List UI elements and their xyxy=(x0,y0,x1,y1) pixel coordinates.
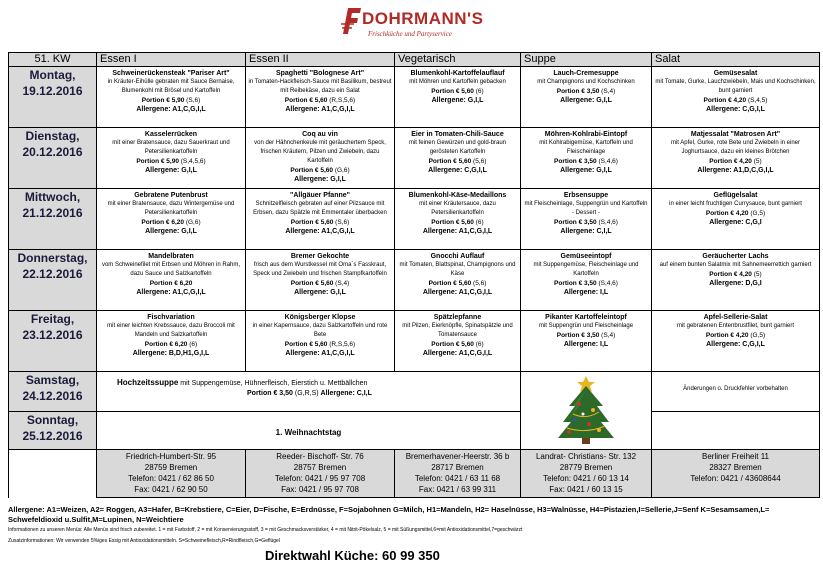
address-fax: Fax: 0421 / 62 90 50 xyxy=(134,485,208,494)
meal-cell xyxy=(652,189,820,250)
dish-description: mit einer leichten Krebssauce, dazu Broccoli mit Mandeln und Salzkartoffeln xyxy=(107,323,235,338)
dish-description: auf einem bunten Salatmix mit Sahnemeerrettich garniert xyxy=(659,262,812,268)
address-street: Reeder- Bischoff- Str. 76 xyxy=(276,452,364,461)
day-date: 22.12.2016 xyxy=(22,267,83,281)
dish-allergens: Allergene: A1,C,G,I,L xyxy=(136,289,206,296)
dish-price: Portion € 5,60 xyxy=(290,167,333,174)
day-name: Montag, xyxy=(29,68,76,82)
dish-name: Schweinerückensteak "Pariser Art" xyxy=(112,70,230,77)
meal-cell xyxy=(521,250,652,311)
dish-allergens: Allergene: G,I,L xyxy=(560,97,612,104)
dish-price: Portion € 3,50 xyxy=(247,390,293,397)
meal-cell xyxy=(395,250,521,311)
dish-description: mit Pilzen, Eierknöpfle, Spinatspätzle und Tomatensauce xyxy=(402,323,513,338)
day-date: 20.12.2016 xyxy=(22,145,83,159)
dish-name: Hochzeitssuppe xyxy=(117,378,179,387)
meal-cell xyxy=(652,250,820,311)
dish-price-line xyxy=(523,331,649,340)
dish-additives: (6) xyxy=(475,219,484,226)
dish-additives: (6) xyxy=(475,341,484,348)
dish-allergens: Allergene: D,G,I xyxy=(709,280,762,287)
address-fax: Fax: 0421 / 63 99 311 xyxy=(418,485,497,494)
dish-name: Blumenkohl-Kartoffelauflauf xyxy=(410,70,505,77)
dish-additives: (R,S,5,6) xyxy=(329,341,356,348)
dish-description: vom Schweinefilet mit Erbsen und Möhren in Rahm, dazu Sauce und Salzkartoffeln xyxy=(101,262,241,277)
address-fax: Fax: 0421 / 60 13 15 xyxy=(549,485,623,494)
dish-allergens: Allergene: C,G,I,L xyxy=(428,167,487,174)
dish-price-line xyxy=(523,157,649,166)
meal-cell xyxy=(97,311,246,372)
dish-price-line xyxy=(99,279,243,288)
dish-name: Blumenkohl-Käse-Medaillons xyxy=(408,192,507,199)
header-row xyxy=(9,53,820,67)
brand-logo xyxy=(340,6,500,46)
dish-allergens: Allergene: C,I,L xyxy=(320,390,372,397)
day-cell xyxy=(9,372,97,412)
sunday-row xyxy=(9,412,820,450)
dish-additives: (5) xyxy=(753,158,762,165)
dish-additives: (G,R,S) xyxy=(294,390,319,397)
meal-cell xyxy=(521,128,652,189)
dish-price-line xyxy=(99,340,243,349)
dish-name: Gemüsesalat xyxy=(713,70,758,77)
meal-cell xyxy=(246,67,395,128)
column-header: Essen II xyxy=(246,53,395,67)
meal-cell xyxy=(97,128,246,189)
dish-name: Spätzlepfanne xyxy=(433,314,482,321)
day-row xyxy=(9,67,820,128)
day-name: Mittwoch, xyxy=(24,190,81,204)
address-fax: Fax: 0421 / 95 97 708 xyxy=(281,485,359,494)
dish-additives: (S,4,5) xyxy=(747,97,768,104)
dish-additives: (S,6) xyxy=(335,219,350,226)
address-street: Bremerhavener-Heerstr. 36 b xyxy=(405,452,510,461)
dish-price: Portion € 5,60 xyxy=(431,219,474,226)
meat-info: Zusatzinformationen: Wir verwenden 5%iges Essig mit Antioxidationsmitteln. S=Schweinefleisch,R=Rindfleisch,G=Geflügel xyxy=(8,538,280,544)
column-header: Essen I xyxy=(97,53,246,67)
dish-allergens: Allergene: C,G,I,L xyxy=(706,341,765,348)
day-date: 23.12.2016 xyxy=(22,328,83,342)
day-cell xyxy=(9,67,97,128)
dish-name: Mandelbraten xyxy=(148,253,194,260)
brand-name: DOHRMANN'S xyxy=(362,9,484,28)
column-header: Suppe xyxy=(521,53,652,67)
dish-name: Matjessalat "Matrosen Art" xyxy=(690,131,781,138)
day-date: 19.12.2016 xyxy=(22,84,83,98)
meal-cell xyxy=(652,128,820,189)
dish-price-line xyxy=(523,87,649,96)
dish-additives: (S,4) xyxy=(335,280,350,287)
dish-name: Erbsensuppe xyxy=(563,192,609,199)
meal-cell xyxy=(652,311,820,372)
christmas-tree-icon xyxy=(555,374,617,446)
brand-tagline: Frischküche und Partyservice xyxy=(368,30,452,38)
address-street: Friedrich-Humbert-Str. 95 xyxy=(125,452,217,461)
dish-name: "Allgäuer Pfanne" xyxy=(290,192,350,199)
day-row xyxy=(9,250,820,311)
dish-price-line xyxy=(397,279,518,288)
dish-additives: (S,4,6) xyxy=(598,219,618,226)
meal-cell xyxy=(246,189,395,250)
meal-cell xyxy=(395,67,521,128)
dish-description: mit Champignons und Kochschinken xyxy=(537,79,635,85)
dish-name: Kasselerrücken xyxy=(144,131,198,138)
dish-price-line xyxy=(397,87,518,96)
day-row xyxy=(9,128,820,189)
dish-additives: (5,6) xyxy=(473,280,487,287)
address-phone: Telefon: 0421 / 43608644 xyxy=(690,474,781,483)
dish-allergens: Allergene: C,G,I xyxy=(709,219,762,226)
dish-price-line xyxy=(523,218,649,227)
dish-additives: (G,5) xyxy=(750,210,766,217)
dish-price: Portion € 5,60 xyxy=(284,341,328,348)
day-row xyxy=(9,189,820,250)
column-header: Salat xyxy=(652,53,820,67)
dish-price: Portion € 3,50 xyxy=(556,88,600,95)
day-date: 24.12.2016 xyxy=(22,389,83,403)
dish-description: mit einer Kräutersauce, dazu Petersilienkartoffeln xyxy=(419,201,496,216)
dish-price: Portion € 4,20 xyxy=(703,97,747,104)
dish-price: Portion € 4,20 xyxy=(705,210,749,217)
dish-allergens: Allergene: I,L xyxy=(563,341,609,348)
dish-additives: (5,6) xyxy=(473,158,487,165)
branch-address xyxy=(521,450,652,498)
dish-allergens: Allergene: B,D,H1,G,I,L xyxy=(132,350,210,357)
day-name: Donnerstag, xyxy=(17,251,88,265)
christmas-tree-cell xyxy=(521,372,652,450)
dish-price: Portion € 4,20 xyxy=(705,332,749,339)
day-date: 25.12.2016 xyxy=(22,429,83,443)
dish-description: mit Möhren und Kartoffeln gebacken xyxy=(409,79,506,85)
allergen-legend: Allergene: A1=Weizen, A2= Roggen, A3=Hafer, B=Krebstiere, C=Eier, D=Fische, E=Erdnüsse, F=Sojabohnen G=Milch, H1=Mandeln, H2= Haselnüsse, H3=Walnüsse, H4=Pistazien,I=Sellerie,J=Senf K=Sesamsamen,L= Schwefeldioxid u.Sulfit,M=Lupinen, N=Weichtiere xyxy=(8,505,770,524)
holiday-note: 1. Weihnachtstag xyxy=(97,412,521,450)
dish-name: Fischvariation xyxy=(147,314,195,321)
dish-price-line xyxy=(248,279,392,288)
dish-price-line xyxy=(248,218,392,227)
dish-name: Gemüseeintopf xyxy=(560,253,612,260)
dish-allergens: Allergene: C,I,L xyxy=(560,228,612,235)
change-note: Änderungen o. Druckfehler vorbehalten xyxy=(652,372,820,412)
dish-price: Portion € 5,60 xyxy=(290,280,334,287)
dish-name: Gnocchi Auflauf xyxy=(430,253,485,260)
dish-description: frisch aus dem Wurstkessel mit Oma´s Fasskraut, Speck und Zwiebeln und frischen Stampfkartoffeln xyxy=(253,262,387,277)
dish-price-line xyxy=(99,96,243,105)
day-row xyxy=(9,311,820,372)
dish-price: Portion € 3,50 xyxy=(554,158,597,165)
dish-description: in einer Kapernsauce, dazu Salzkartoffeln und rote Bete xyxy=(252,323,388,338)
dish-name: Geräucherter Lachs xyxy=(702,253,769,260)
day-name: Dienstag, xyxy=(25,129,80,143)
dish-price: Portion € 3,50 xyxy=(554,280,597,287)
dish-price: Portion € 4,20 xyxy=(709,271,752,278)
dish-allergens: Allergene: G,I,L xyxy=(294,176,346,183)
dish-price: Portion € 5,60 xyxy=(284,97,328,104)
dish-price: Portion € 3,50 xyxy=(556,332,600,339)
dish-price-line xyxy=(654,270,817,279)
dish-name: Apfel-Sellerie-Salat xyxy=(703,314,768,321)
dish-additives: (S,4,6) xyxy=(598,280,618,287)
dish-allergens: Allergene: G,I,L xyxy=(145,167,197,174)
saturday-row xyxy=(9,372,820,412)
dish-allergens: Allergene: A1,D,C,G,I,L xyxy=(697,167,774,174)
dish-name: Geflügelsalat xyxy=(713,192,758,199)
dish-price-line xyxy=(248,96,392,105)
dish-description: mit Kohlrabigemüse, Kartoffeln und Fleischeinlage xyxy=(539,140,633,155)
meal-cell xyxy=(521,189,652,250)
dish-price-line xyxy=(523,279,649,288)
day-name: Sonntag, xyxy=(26,413,79,427)
day-name: Samstag, xyxy=(25,373,80,387)
dish-description: mit Tomate, Gurke, Lauchzwiebeln, Mais und Kochschinken, bunt garniert xyxy=(655,79,816,94)
day-cell xyxy=(9,412,97,450)
dish-description: in einer leicht fruchtigen Currysauce, bunt garniert xyxy=(669,201,802,207)
dish-description: in Tomaten-Hackfleisch-Sauce mit Basilikum, bestreut mit Reibekäse, dazu ein Salat xyxy=(248,79,392,94)
day-name: Freitag, xyxy=(30,312,75,326)
kitchen-direct-line: Direktwahl Küche: 60 99 350 xyxy=(265,548,440,563)
dish-price-line xyxy=(248,340,392,349)
dish-allergens: Allergene: G,I,L xyxy=(145,228,197,235)
address-phone: Telefon: 0421 / 95 97 708 xyxy=(274,474,366,483)
dish-description: mit gebratenen Entenbrustfilet, bunt garniert xyxy=(676,323,795,329)
dish-additives: (S,4,5,6) xyxy=(180,158,206,165)
dish-price: Portion € 6,20 xyxy=(149,280,193,287)
day-cell xyxy=(9,128,97,189)
address-city: 28327 Bremen xyxy=(709,463,762,472)
dish-additives: (S,4) xyxy=(601,332,616,339)
meal-cell xyxy=(97,250,246,311)
dish-price-line xyxy=(99,157,243,166)
dish-allergens: Allergene: G,I,L xyxy=(431,97,484,104)
dish-name: Gebratene Putenbrust xyxy=(134,192,208,199)
dish-price: Portion € 5,60 xyxy=(428,158,472,165)
meal-cell xyxy=(97,67,246,128)
address-city: 28779 Bremen xyxy=(559,463,613,472)
dish-additives: (5) xyxy=(753,271,762,278)
meal-cell xyxy=(521,311,652,372)
day-date: 21.12.2016 xyxy=(22,206,83,220)
meal-cell xyxy=(246,250,395,311)
address-city: 28759 Bremen xyxy=(144,463,198,472)
branch-address xyxy=(97,450,246,498)
dish-price-line xyxy=(654,209,817,218)
dish-additives: (R,S,5,6) xyxy=(329,97,356,104)
dish-description: in Kräuter-Eihülle gebraten mit Sauce Bernaise, Blumenkohl mit Brösel und Kartoffeln xyxy=(107,79,235,94)
address-city: 28757 Bremen xyxy=(293,463,347,472)
dish-description: Schnitzelfleisch gebraten auf einer Pilzsauce mit Erbsen, dazu Spätzle mit Emmentaler überbacken xyxy=(253,201,387,216)
dish-price-line xyxy=(654,157,817,166)
address-phone: Telefon: 0421 / 62 86 50 xyxy=(128,474,214,483)
dish-additives: (G,6) xyxy=(185,219,201,226)
dish-price: Portion € 5,60 xyxy=(431,341,474,348)
dish-price: Portion € 5,60 xyxy=(428,280,472,287)
dish-name: Spaghetti "Bolognese Art" xyxy=(275,70,365,77)
dish-price-line xyxy=(654,96,817,105)
branch-address xyxy=(246,450,395,498)
dish-price-line xyxy=(248,166,392,175)
day-cell xyxy=(9,250,97,311)
dish-name: Möhren-Kohlrabi-Eintopf xyxy=(544,131,628,138)
address-phone: Telefon: 0421 / 60 13 14 xyxy=(543,474,629,483)
dish-allergens: Allergene: I,L xyxy=(563,289,609,296)
dish-name: Coq au vin xyxy=(302,131,338,138)
dish-description: mit Apfel, Gurke, rote Bete und Zwiebeln in einer Joghurtsauce, dazu ein kleines Brötchen xyxy=(670,140,801,155)
empty-cell xyxy=(652,412,820,450)
dish-price: Portion € 5,60 xyxy=(431,88,474,95)
dish-description: mit Suppengrün und Fleischeinlage xyxy=(538,323,634,329)
dish-allergens: Allergene: A1,C,G,I,L xyxy=(285,350,355,357)
dish-description: mit Tomaten, Blattspinat, Champignons und Käse xyxy=(399,262,516,277)
dish-additives: (S,4,6) xyxy=(598,158,618,165)
meal-cell xyxy=(395,189,521,250)
address-city: 28717 Bremen xyxy=(431,463,484,472)
address-street: Landrat- Christians- Str. 132 xyxy=(535,452,637,461)
dish-additives: (S,4) xyxy=(601,88,616,95)
dish-description: mit Suppengemüse, Fleischeinlage und Kartoffeln xyxy=(533,262,639,277)
meal-cell xyxy=(652,67,820,128)
address-phone: Telefon: 0421 / 63 11 68 xyxy=(414,474,501,483)
dish-description: mit feinen Gewürzen und gold-braun gerösteten Kartoffeln xyxy=(408,140,507,155)
meal-cell xyxy=(97,189,246,250)
saturday-meal xyxy=(97,372,521,412)
dish-name: Eier in Tomaten-Chili-Sauce xyxy=(411,131,504,138)
menu-table xyxy=(8,52,820,498)
dish-allergens: Allergene: C,G,I,L xyxy=(706,106,765,113)
dish-price: Portion € 5,90 xyxy=(136,158,179,165)
dish-description: mit Suppengemüse, Hühnerfleisch, Eierstich u. Mettbällchen xyxy=(180,380,368,387)
meal-cell xyxy=(521,67,652,128)
dish-additives: (6) xyxy=(475,88,484,95)
dish-allergens: Allergene: A1,C,G,I,L xyxy=(422,228,493,235)
day-cell xyxy=(9,189,97,250)
dish-price: Portion € 3,50 xyxy=(554,219,597,226)
dish-price: Portion € 5,90 xyxy=(141,97,185,104)
meal-cell xyxy=(395,311,521,372)
logo-f-mark-icon xyxy=(340,6,362,36)
dish-description: mit einer Bratensauce, dazu Sauerkraut und Petersilienkartoffeln xyxy=(112,140,230,155)
meal-cell xyxy=(246,311,395,372)
dish-price-line xyxy=(654,331,817,340)
dish-description: mit Fleischeinlage, Suppengrün und Kartoffeln - Dessert - xyxy=(524,201,648,216)
address-street: Berliner Freiheit 11 xyxy=(702,452,769,461)
dish-name: Lauch-Cremesuppe xyxy=(553,70,619,77)
branch-address xyxy=(652,450,820,498)
dish-name: Königsberger Klopse xyxy=(284,314,356,321)
meal-cell xyxy=(246,128,395,189)
branch-address xyxy=(395,450,521,498)
dish-price-line xyxy=(99,218,243,227)
dish-price-line xyxy=(397,218,518,227)
empty-cell xyxy=(9,450,97,498)
dish-allergens: Allergene: A1,C,G,I,L xyxy=(422,350,493,357)
day-cell xyxy=(9,311,97,372)
dish-allergens: Allergene: A1,C,G,I,L xyxy=(136,106,206,113)
dish-additives: (6) xyxy=(189,341,198,348)
meal-cell xyxy=(395,128,521,189)
dish-description: von der Hähnchenkeule mit geräuchertem Speck, frischen Kräutern, Pilzen und Zwiebeln, dazu Kartoffeln xyxy=(254,140,386,164)
dish-additives: (S,6) xyxy=(186,97,201,104)
dish-price-line xyxy=(397,157,518,166)
dish-allergens: Allergene: A1,C,G,I,L xyxy=(422,289,493,296)
dish-price-line xyxy=(397,340,518,349)
dish-additives: (G,5) xyxy=(750,332,766,339)
week-label: 51. KW xyxy=(9,53,97,67)
additive-info: Informationen zu unseren Menüs: Alle Menüs sind frisch zubereitet. 1 = mit Farbstoff, 2 = mit Konservierungsstoff, 3 = mit Geschmacksverstärker, 4 = mit Nitrit-Pökelsalz, 5 = mit Süßungsmittel,6=mit Antioxidationsmittel,7=geschwärzt xyxy=(8,527,523,533)
dish-allergens: Allergene: G,I,L xyxy=(294,289,346,296)
dish-price: Portion € 4,20 xyxy=(709,158,752,165)
dish-price: Portion € 5,60 xyxy=(290,219,334,226)
dish-description: mit einer Bratensauce, dazu Wintergemüse und Petersilienkartoffeln xyxy=(107,201,235,216)
dish-additives: (G,6) xyxy=(334,167,350,174)
dish-price: Portion € 6,20 xyxy=(144,341,188,348)
dish-allergens: Allergene: A1,C,G,I,L xyxy=(285,228,355,235)
dish-name: Bremer Gekochte xyxy=(290,253,350,260)
dish-price: Portion € 6,20 xyxy=(141,219,184,226)
dish-allergens: Allergene: A1,C,G,I,L xyxy=(285,106,355,113)
column-header: Vegetarisch xyxy=(395,53,521,67)
address-row xyxy=(9,450,820,498)
dish-name: Pikanter Kartoffeleintopf xyxy=(545,314,627,321)
dish-allergens: Allergene: G,I,L xyxy=(560,167,612,174)
